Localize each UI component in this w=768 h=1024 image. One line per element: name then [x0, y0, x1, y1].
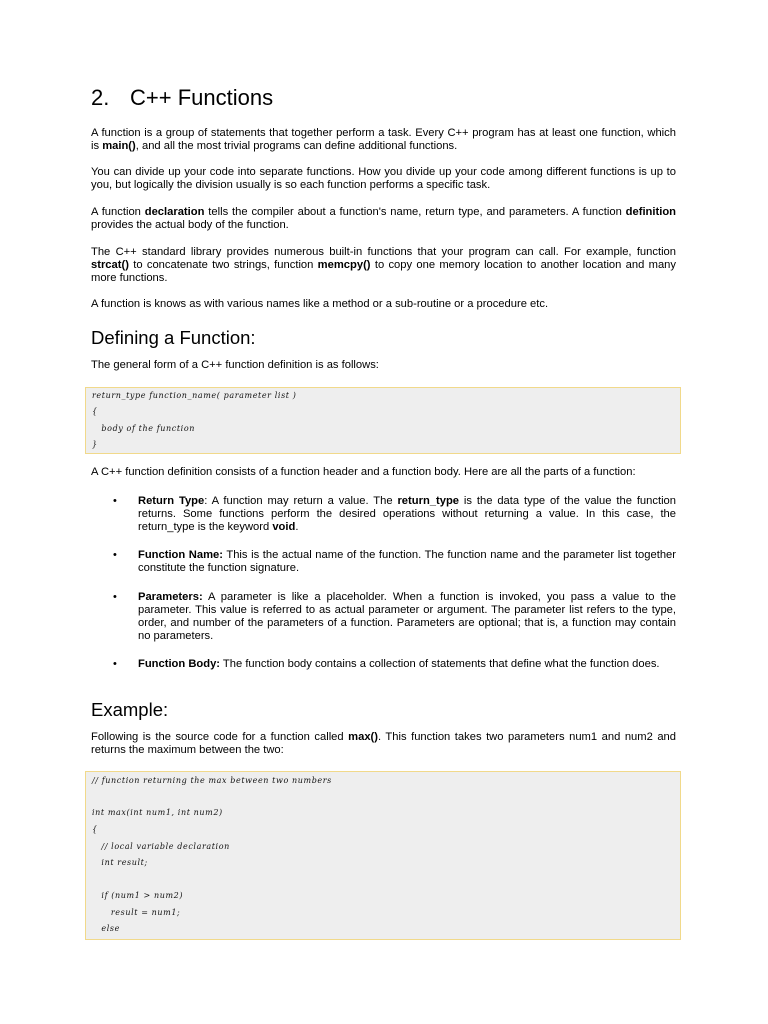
bullet-marker: • [113, 591, 117, 603]
example-lead: Following is the source code for a function called max(). This function takes two parameters num1 and num2 and returns the maximum between the two: [91, 731, 676, 756]
code-block-general-form [85, 387, 681, 454]
intro-paragraph-2: You can divide up your code into separate functions. How you divide up your code among different functions is up to you, but logically the division usually is so each function performs a specific task. [91, 166, 676, 191]
code-line: body of the function [92, 424, 196, 433]
part-return-type: Return Type: A function may return a value. The return_type is the data type of the value the function returns. Some functions perform the desired operations without returning a value. In this case, the return_type is the keyword void. [138, 495, 677, 533]
section-heading-example: Example: [91, 699, 169, 720]
code-line: return_type function_name( parameter list ) [92, 391, 297, 400]
bullet-marker: • [113, 549, 117, 561]
code-line: int max(int num1, int num2) [92, 808, 223, 817]
code-block-max-function [85, 771, 681, 940]
part-function-body: Function Body: The function body contains a collection of statements that define what the function does. [138, 658, 660, 670]
part-function-name: Function Name: This is the actual name of the function. The function name and the parameter list together constitute the function signature. [138, 549, 676, 574]
code-line: result = num1; [92, 908, 181, 917]
intro-paragraph-3: A function declaration tells the compiler about a function's name, return type, and parameters. A function definition provides the actual body of the function. [91, 206, 676, 231]
code-line: if (num1 > num2) [92, 891, 184, 900]
chapter-title [91, 84, 273, 112]
code-line: { [92, 825, 98, 834]
chapter-title-text: C++ Functions [130, 85, 274, 110]
intro-paragraph-1: A function is a group of statements that together perform a task. Every C++ program has at least one function, which is main(), and all the most trivial programs can define additional functions. [91, 127, 676, 152]
code-line: int result; [92, 858, 148, 867]
intro-paragraph-4: The C++ standard library provides numerous built-in functions that your program can call. For example, function strcat() to concatenate two strings, function memcpy() to copy one memory location to another location and many more functions. [91, 246, 676, 284]
bullet-marker: • [113, 495, 117, 507]
code-line: // local variable declaration [92, 842, 230, 851]
parts-lead: A C++ function definition consists of a function header and a function body. Here are all the parts of a function: [91, 466, 636, 478]
bullet-marker: • [113, 658, 117, 670]
defining-lead: The general form of a C++ function definition is as follows: [91, 359, 379, 371]
code-line: else [92, 924, 120, 933]
code-line: } [92, 440, 98, 449]
section-heading-defining: Defining a Function: [91, 327, 256, 348]
code-line: // function returning the max between two numbers [92, 776, 332, 785]
intro-paragraph-5: A function is knows as with various names like a method or a sub-routine or a procedure etc. [91, 298, 549, 310]
code-line: { [92, 407, 98, 416]
chapter-number: 2. [91, 85, 110, 110]
part-parameters: Parameters: A parameter is like a placeholder. When a function is invoked, you pass a value to the parameter. This value is referred to as actual parameter or argument. The parameter list refers to the type, order, and number of the parameters of a function. Parameters are optional; that is, a function may contain no parameters. [138, 591, 676, 642]
